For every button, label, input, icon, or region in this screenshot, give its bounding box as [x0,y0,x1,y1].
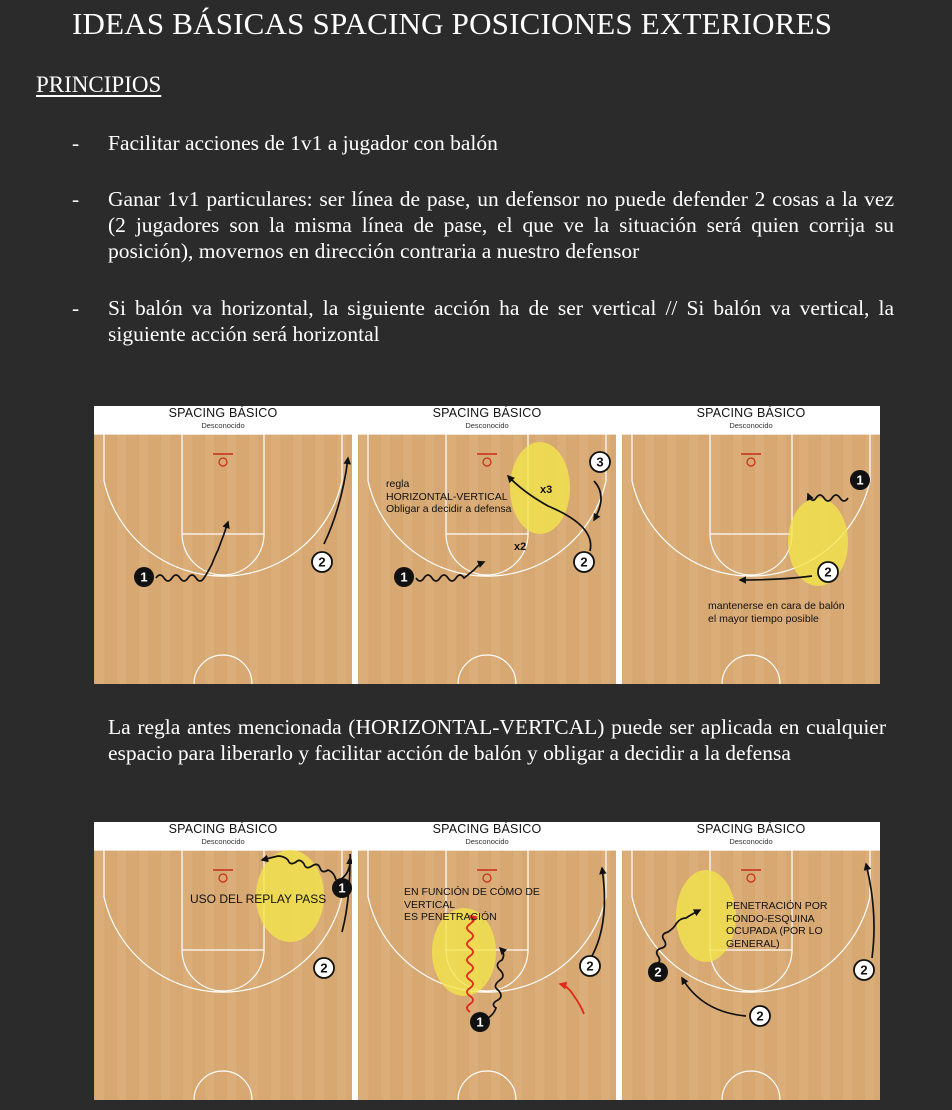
note-line: EN FUNCIÓN DE CÓMO DE [404,886,540,898]
court-diagram [622,406,880,684]
court-diagram [94,406,352,684]
note-line: USO DEL REPLAY PASS [190,892,327,906]
bullet-item [72,295,894,349]
player-number: 2 [654,964,662,980]
note-line: FONDO-ESQUINA [726,912,815,925]
page-title: IDEAS BÁSICAS SPACING POSICIONES EXTERIORES [72,6,833,41]
court-diagram [622,822,880,1100]
diagram-title: SPACING BÁSICO [168,406,278,420]
note-line: Obligar a decidir a defensa [386,503,512,515]
bullet-text: Ganar 1v1 particulares: ser línea de pase, un defensor no puede defender 2 cosas a la vez (2 jugadores son la misma línea de pase, el que ve la situación será quien corrija su posición), movernos en dirección contraria a nuestro defensor [108,187,894,263]
player-marker [648,962,668,982]
diagram-row-1 [94,406,880,684]
diagram-title: SPACING BÁSICO [432,406,542,420]
player-marker [590,452,610,472]
player-number: 2 [756,1008,764,1024]
note-line: OCUPADA (POR LO [726,925,823,937]
court-svg [94,822,352,1100]
diagram-subtitle: Desconocido [465,837,509,846]
defender-label: x2 [514,541,527,553]
bullet-item [72,130,894,158]
player-number: 2 [318,554,326,570]
diagram-note [190,893,326,906]
diagram-subtitle: Desconocido [729,837,773,846]
diagram-title: SPACING BÁSICO [432,822,542,836]
player-number: 2 [860,962,868,978]
note-line: mantenerse en cara de balón [708,600,845,612]
court-diagram [94,822,352,1100]
player-number: 3 [596,454,604,470]
player-number: 1 [338,880,346,896]
diagram-row-2 [94,822,880,1100]
player-marker [312,552,332,572]
player-marker [332,878,352,898]
court-svg [358,406,616,684]
diagram-title: SPACING BÁSICO [696,406,806,420]
player-number: 1 [400,569,408,585]
player-number: 1 [476,1014,484,1030]
player-number: 2 [320,960,328,976]
note-line: PENETRACIÓN POR [726,900,828,912]
diagram-title: SPACING BÁSICO [168,822,278,836]
diagram-note [708,600,845,625]
diagram-note [404,886,540,924]
rule-paragraph: La regla antes mencionada (HORIZONTAL-VERTCAL) puede ser aplicada en cualquier espacio para liberarlo y facilitar acción de balón y obligar a decidir a la defensa [108,715,886,765]
note-line: regla [386,478,410,490]
diagram-subtitle: Desconocido [201,421,245,430]
note-line: GENERAL) [726,937,780,950]
note-line: el mayor tiempo posible [708,612,819,625]
note-line: ES PENETRACIÓN [404,911,497,923]
player-marker [134,567,154,587]
player-number: 1 [856,472,864,488]
player-marker [580,956,600,976]
player-marker [470,1012,490,1032]
section-heading: PRINCIPIOS [36,72,162,97]
diagram-subtitle: Desconocido [201,837,245,846]
player-marker [850,470,870,490]
court-diagram [358,406,616,684]
bullet-item [72,186,894,266]
bullet-text: Facilitar acciones de 1v1 a jugador con balón [108,131,498,155]
diagram-subtitle: Desconocido [465,421,509,430]
player-number: 2 [824,564,832,580]
court-diagram [358,822,616,1100]
bullet-text: Si balón va horizontal, la siguiente acción ha de ser vertical // Si balón va vertical, la siguiente acción será horizontal [108,296,894,346]
court-svg [622,822,880,1100]
player-marker [750,1006,770,1026]
player-marker [854,960,874,980]
bullet-dash: - [72,131,80,155]
diagram-title: SPACING BÁSICO [696,822,806,836]
player-marker [818,562,838,582]
bullet-dash: - [72,187,80,211]
bullet-dash: - [72,296,80,320]
player-number: 1 [140,569,148,585]
note-line: VERTICAL [404,898,456,911]
diagram-note [726,900,828,950]
diagram-note [386,478,512,516]
diagram-subtitle: Desconocido [729,421,773,430]
defender-label: x3 [540,484,553,496]
player-marker [574,552,594,572]
player-marker [314,958,334,978]
player-number: 2 [580,554,588,570]
note-line: HORIZONTAL-VERTICAL [386,490,508,503]
court-svg [94,406,352,684]
court-svg [622,406,880,684]
player-marker [394,567,414,587]
court-svg [358,822,616,1100]
player-number: 2 [586,958,594,974]
